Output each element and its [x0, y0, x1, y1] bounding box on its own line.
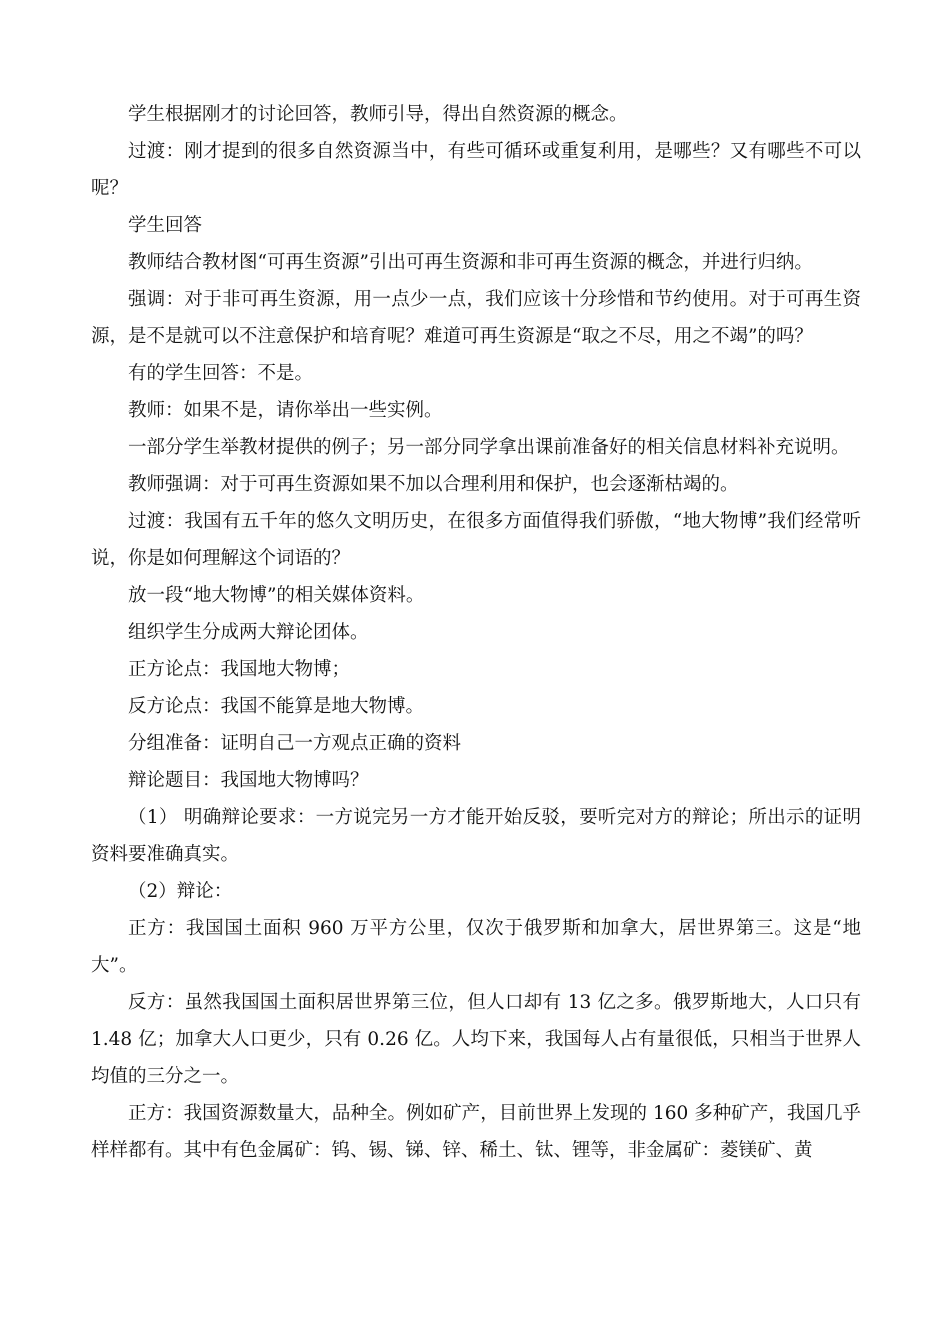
paragraph: 反方：虽然我国国土面积居世界第三位，但人口却有 13 亿之多。俄罗斯地大，人口只有 1.48 亿；加拿大人口更少，只有 0.26 亿。人均下来，我国每人占有量很低，只相当于世界人均值的三分之一。	[91, 992, 861, 1087]
paragraph: 组织学生分成两大辩论团体。	[128, 622, 369, 643]
document-body	[91, 96, 861, 1169]
paragraph: 辩论题目：我国地大物博吗？	[128, 770, 369, 791]
paragraph: 放一段“地大物博”的相关媒体资料。	[128, 585, 425, 606]
paragraph: 学生根据刚才的讨论回答，教师引导，得出自然资源的概念。	[128, 104, 628, 125]
paragraph: 正方：我国国土面积 960 万平方公里，仅次于俄罗斯和加拿大，居世界第三。这是“地大”。	[91, 918, 861, 976]
paragraph: 教师：如果不是，请你举出一些实例。	[128, 400, 443, 421]
paragraph: 强调：对于非可再生资源，用一点少一点，我们应该十分珍惜和节约使用。对于可再生资源，是不是就可以不注意保护和培育呢？难道可再生资源是“取之不尽，用之不竭”的吗？	[91, 289, 861, 347]
paragraph: 过渡：我国有五千年的悠久文明历史，在很多方面值得我们骄傲，“地大物博”我们经常听说，你是如何理解这个词语的？	[91, 511, 861, 569]
list-item-debate: （2）辩论：	[128, 881, 233, 902]
paragraph: 有的学生回答：不是。	[128, 363, 314, 384]
paragraph: 正方论点：我国地大物博；	[128, 659, 351, 680]
paragraph: 分组准备：证明自己一方观点正确的资料	[128, 733, 462, 754]
paragraph: 过渡：刚才提到的很多自然资源当中，有些可循环或重复利用，是哪些？又有哪些不可以呢？	[91, 141, 861, 199]
paragraph: 正方：我国资源数量大，品种全。例如矿产，目前世界上发现的 160 多种矿产，我国几乎样样都有。其中有色金属矿：钨、锡、锑、锌、稀土、钛、锂等，非金属矿：菱镁矿、黄	[91, 1103, 861, 1161]
paragraph: 学生回答	[128, 215, 203, 236]
paragraph: 一部分学生举教材提供的例子；另一部分同学拿出课前准备好的相关信息材料补充说明。	[128, 437, 850, 458]
paragraph: 教师强调：对于可再生资源如果不加以合理利用和保护，也会逐渐枯竭的。	[128, 474, 739, 495]
list-item-requirement: （1） 明确辩论要求：一方说完另一方才能开始反驳，要听完对方的辩论；所出示的证明资料要准确真实。	[91, 807, 861, 865]
paragraph: 教师结合教材图“可再生资源”引出可再生资源和非可再生资源的概念，并进行归纳。	[128, 252, 813, 273]
paragraph: 反方论点：我国不能算是地大物博。	[128, 696, 425, 717]
